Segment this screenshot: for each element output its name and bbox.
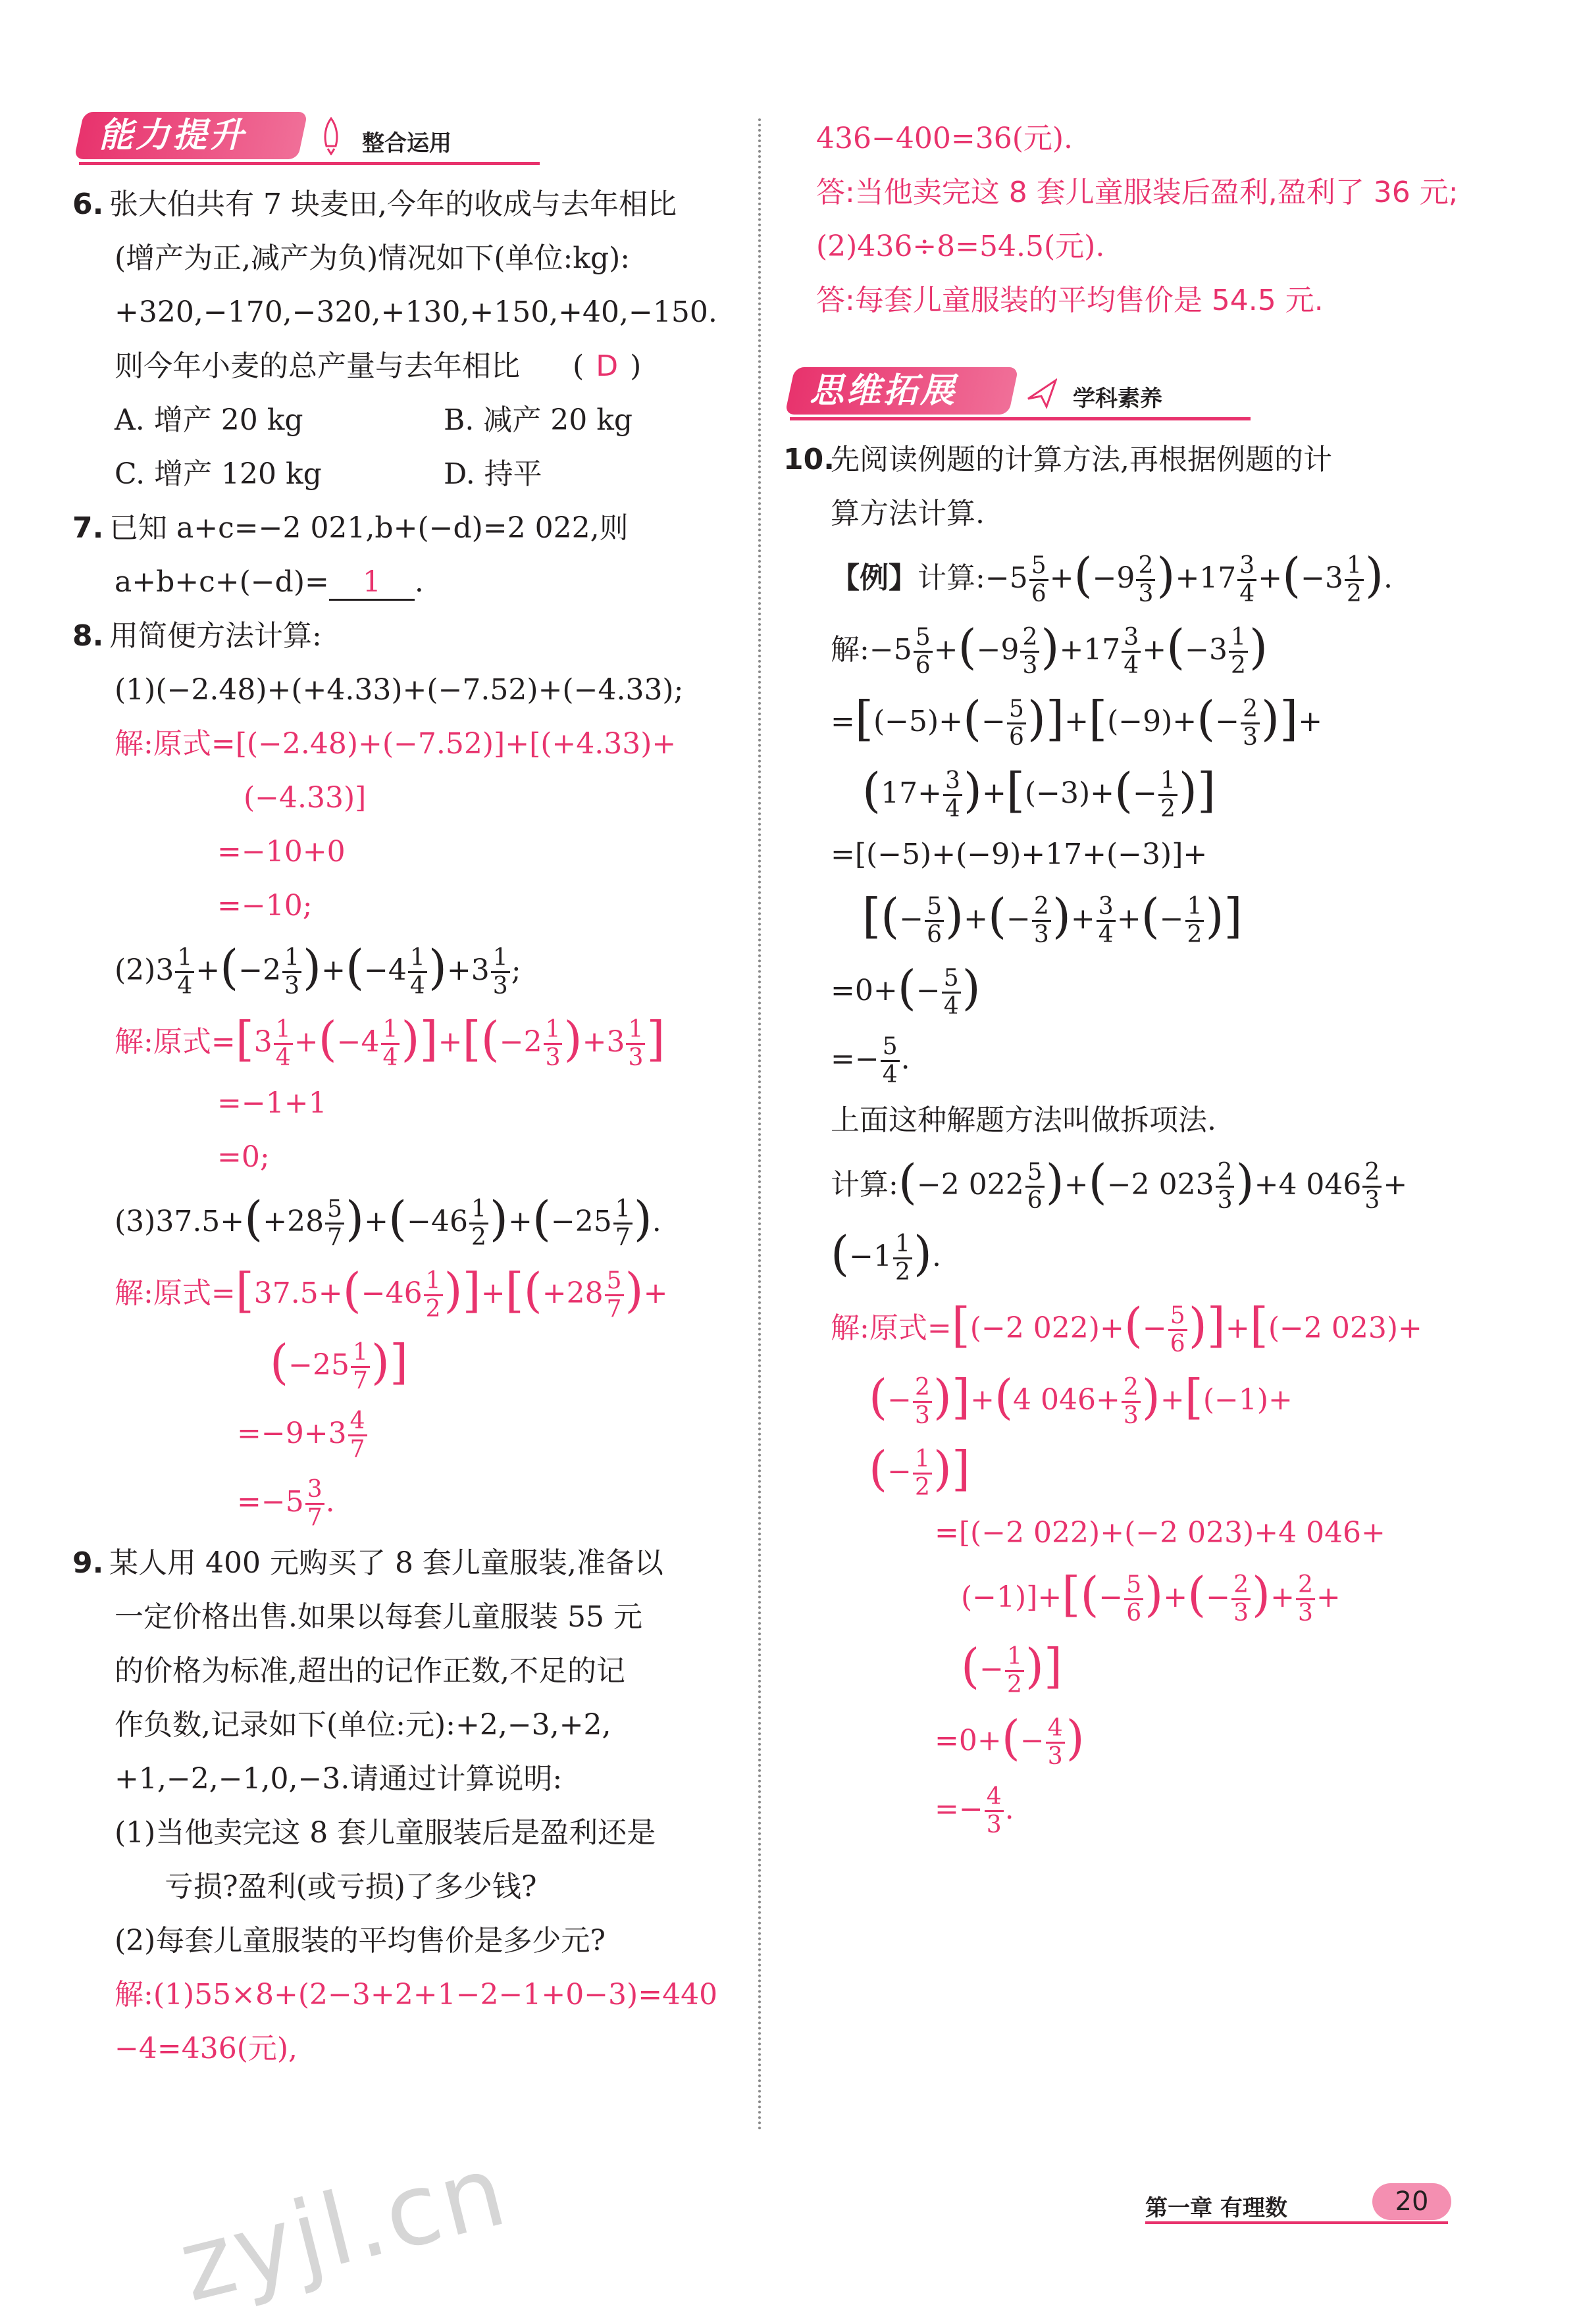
q10-example-solution-5: [(− $\frac{5}{6}$ )+(− $\frac{2}{3}$ )+ $\frac{3}{4}$ +(− $\frac{1}{2}$ )]	[862, 888, 1243, 948]
q10-task-1: 计算:(−2 022 $\frac{5}{6}$ )+(−2 023 $\frac{2}{3}$ )+4 046 $\frac{2}{3}$ +	[831, 1154, 1408, 1214]
q10-answer-8: =− $\frac{4}{3}$ .	[935, 1783, 1014, 1838]
q10-task-2: (−1 $\frac{1}{2}$ ).	[831, 1226, 941, 1286]
page-number: 20	[1372, 2183, 1451, 2220]
q9-sub1-a: (1)当他卖完这 8 套儿童服装后是盈利还是	[115, 1816, 656, 1850]
q10-example-solution-4: =[(−5)+(−9)+17+(−3)]+	[831, 838, 1208, 871]
q8-part1-answer-2: (−4.33)]	[244, 781, 367, 815]
q9-line-2: 一定价格出售.如果以每套儿童服装 55 元	[115, 1600, 642, 1634]
q6-line-4: 则今年小麦的总产量与去年相比 ( D )	[72, 340, 757, 393]
q9-answer-6: 答:每套儿童服装的平均售价是 54.5 元.	[816, 284, 1324, 317]
q10-method: 上面这种解题方法叫做拆项法.	[831, 1103, 1216, 1137]
q8-part1-answer-1: 解:原式=[(−2.48)+(−7.52)]+[(+4.33)+	[115, 727, 677, 761]
q8-stem: 8. 用简便方法计算:	[72, 619, 322, 653]
q10-answer-3: (− $\frac{1}{2}$ )]	[869, 1441, 971, 1501]
q8-part1-question: (1)(−2.48)+(+4.33)+(−7.52)+(−4.33);	[115, 673, 684, 707]
section-title: 能力提升	[99, 116, 247, 155]
section-subtitle: 整合运用	[362, 130, 452, 157]
q9-line-4: 作负数,记录如下(单位:元):+2,−3,+2,	[115, 1708, 611, 1742]
q10-answer-7: =0+(− $\frac{4}{3}$ )	[935, 1710, 1085, 1770]
q8-part2-question: (2)3 $\frac{1}{4}$ +(−2 $\frac{1}{3}$ )+(−4 $\frac{1}{4}$ )+3 $\frac{1}{3}$ ;	[115, 940, 521, 999]
q7-line-1: 7. 已知 a+c=−2 021,b+(−d)=2 022,则	[72, 511, 629, 545]
q8-part3-question: (3)37.5+(+28 $\frac{5}{7}$ )+(−46 $\frac{1}{2}$ )+(−25 $\frac{1}{7}$ ).	[115, 1191, 661, 1251]
q9-line-1: 9. 某人用 400 元购买了 8 套儿童服装,准备以	[72, 1546, 663, 1580]
q8-part1-answer-4: =−10;	[217, 889, 313, 922]
q9-line-5: +1,−2,−1,0,−3.请通过计算说明:	[115, 1762, 563, 1796]
q8-part2-answer-2: =−1+1	[217, 1086, 327, 1120]
q10-answer-6: (− $\frac{1}{2}$ )]	[961, 1638, 1063, 1698]
q10-example-solution-1: 解:−5 $\frac{5}{6}$ +(−9 $\frac{2}{3}$ )+17 $\frac{3}{4}$ +(−3 $\frac{1}{2}$ )	[831, 619, 1268, 679]
q8-part3-answer-1: 解:原式=[37.5+(−46 $\frac{1}{2}$ )]+[(+28 $\frac{5}{7}$ )+	[115, 1263, 668, 1323]
page-footer	[1145, 2183, 1448, 2223]
q8-part3-answer-2: (−25 $\frac{1}{7}$ )]	[270, 1334, 409, 1394]
q10-example-solution-2: =[(−5)+(− $\frac{5}{6}$ )]+[(−9)+(− $\frac{2}{3}$ )]+	[831, 691, 1323, 751]
q8-part3-answer-4: =−5 $\frac{3}{7}$ .	[237, 1476, 335, 1531]
q6-line-1: 6. 张大伯共有 7 块麦田,今年的收成与去年相比	[72, 188, 677, 221]
q10-answer-1: 解:原式=[(−2 022)+(− $\frac{5}{6}$ )]+[(−2 023)+	[831, 1298, 1422, 1357]
q10-example: 【例】计算:−5 $\frac{5}{6}$ +(−9 $\frac{2}{3}$ )+17 $\frac{3}{4}$ +(−3 $\frac{1}{2}$ ).	[831, 547, 1393, 607]
q10-line-1: 10.先阅读例题的计算方法,再根据例题的计	[783, 443, 1332, 476]
q6-line-2: (增产为正,减产为负)情况如下(单位:kg):	[115, 241, 631, 275]
column-divider	[758, 118, 761, 2132]
section-underline	[79, 162, 540, 165]
section-subtitle: 学科素养	[1073, 386, 1162, 412]
q6-answer: D	[596, 349, 619, 383]
rocket-icon	[316, 117, 346, 155]
q9-line-3: 的价格为标准,超出的记作正数,不足的记	[115, 1654, 625, 1688]
chapter-label: 第一章 有理数	[1145, 2195, 1287, 2221]
q10-answer-4: =[(−2 022)+(−2 023)+4 046+	[935, 1516, 1385, 1550]
q7-answer: 1	[329, 566, 415, 601]
q10-answer-2: (− $\frac{2}{3}$ )]+(4 046+ $\frac{2}{3}$ )+[(−1)+	[869, 1369, 1293, 1429]
q10-line-2: 算方法计算.	[831, 497, 985, 530]
q10-example-solution-6: =0+(− $\frac{5}{4}$ )	[831, 960, 981, 1020]
right-column	[783, 112, 1514, 1844]
section-underline	[790, 417, 1251, 420]
q10-example-solution-3: (17+ $\frac{3}{4}$ )+[(−3)+(− $\frac{1}{2}$ )]	[862, 763, 1216, 822]
q9-answer-3: 436−400=36(元).	[816, 122, 1073, 155]
q8-part1-answer-3: =−10+0	[217, 835, 346, 869]
section-title: 思维拓展	[810, 371, 958, 411]
q6-options-cd: C. 增产 120 kg D. 持平	[115, 457, 542, 491]
q10-example-solution-7: =− $\frac{5}{4}$ .	[831, 1033, 910, 1088]
q9-answer-2: −4=436(元),	[115, 2032, 298, 2065]
q8-part2-answer-3: =0;	[217, 1140, 270, 1174]
q8-part2-answer-1: 解:原式=[3 $\frac{1}{4}$ +(−4 $\frac{1}{4}$ )]+[(−2 $\frac{1}{3}$ )+3 $\frac{1}{3}$ ]	[115, 1011, 665, 1071]
q9-sub1-b: 亏损?盈利(或亏损)了多少钱?	[165, 1870, 537, 1904]
q9-sub2: (2)每套儿童服装的平均售价是多少元?	[115, 1924, 606, 1958]
q8-part3-answer-3: =−9+3 $\frac{4}{7}$	[72, 1400, 757, 1468]
q9-answer-1: 解:(1)55×8+(2−3+2+1−2−1+0−3)=440	[115, 1978, 718, 2011]
q9-answer-5: (2)436÷8=54.5(元).	[816, 230, 1105, 263]
q10-answer-5: (−1)]+[(− $\frac{5}{6}$ )+(− $\frac{2}{3}$ )+ $\frac{2}{3}$ +	[961, 1567, 1341, 1627]
footer-line	[1145, 2221, 1448, 2224]
q9-answer-4: 答:当他卖完这 8 套儿童服装后盈利,盈利了 36 元;	[816, 176, 1459, 209]
section-banner-ability	[72, 99, 757, 171]
section-banner-thinking	[783, 354, 1514, 426]
paper-plane-icon	[1027, 372, 1057, 411]
watermark: zyjl.cn	[168, 2133, 519, 2324]
q6-line-3: +320,−170,−320,+130,+150,+40,−150.	[115, 295, 717, 329]
q7-line-2: a+b+c+(−d)= 1 .	[72, 555, 757, 609]
left-column	[72, 99, 757, 2076]
q6-options-ab: A. 增产 20 kg B. 减产 20 kg	[115, 403, 633, 437]
